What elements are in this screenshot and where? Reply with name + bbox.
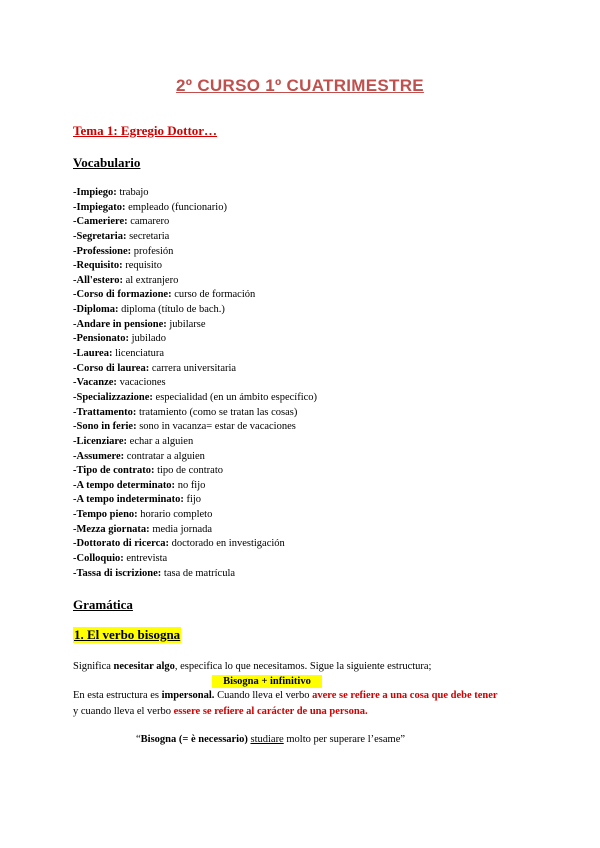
bold-phrase: impersonal.	[161, 690, 215, 701]
vocab-term: -Cameriere:	[73, 216, 128, 228]
bold-phrase: necesitar algo	[113, 661, 175, 672]
vocab-item	[73, 259, 317, 274]
vocab-term: -Specializzazione:	[73, 391, 153, 403]
vocab-item	[73, 215, 317, 230]
vocab-definition: no fijo	[175, 479, 206, 491]
vocab-item	[73, 552, 317, 567]
vocab-term: -Laurea:	[73, 348, 113, 360]
vocab-definition: curso de formación	[171, 289, 256, 301]
vocab-item	[73, 230, 317, 245]
page-title: 2º CURSO 1º CUATRIMESTRE	[176, 76, 424, 95]
topic-title: Tema 1: Egregio Dottor…	[73, 123, 218, 138]
vocab-item	[73, 508, 317, 523]
vocab-term: -Vacanze:	[73, 377, 117, 389]
vocab-item	[73, 201, 317, 216]
grammar-heading: Gramática	[73, 597, 133, 612]
vocab-term: -Pensionato:	[73, 333, 129, 345]
vocab-item	[73, 420, 317, 435]
vocab-definition: echar a alguien	[127, 435, 194, 447]
underlined-word: studiare	[250, 734, 284, 745]
vocab-term: -Diploma:	[73, 304, 119, 316]
vocab-definition: media jornada	[149, 523, 213, 535]
vocab-term: -Colloquio:	[73, 553, 124, 565]
vocab-definition: sono in vacanza= estar de vacaciones	[136, 421, 296, 433]
vocab-item	[73, 245, 317, 260]
vocab-definition: contratar a alguien	[124, 450, 205, 462]
vocab-item	[73, 406, 317, 421]
vocab-term: -Segretaria:	[73, 230, 127, 242]
vocab-term: -Corso di formazione:	[73, 289, 172, 301]
vocab-definition: empleado (funcionario)	[125, 201, 227, 213]
vocab-definition: especialidad (en un ámbito específico)	[152, 391, 318, 403]
bold-phrase: Bisogna (= è necessario)	[140, 734, 248, 745]
vocab-definition: profesión	[131, 245, 174, 257]
vocab-item	[73, 332, 317, 347]
vocab-item	[73, 376, 317, 391]
example-rest: molto per superare l’esame”	[283, 734, 406, 745]
vocab-definition: carrera universitaria	[149, 362, 237, 374]
vocab-term: -A tempo indeterminato:	[73, 494, 184, 506]
paragraph-text: En esta estructura es	[73, 690, 162, 701]
vocab-item	[73, 493, 317, 508]
paragraph-meaning	[73, 661, 431, 672]
vocab-definition: entrevista	[123, 553, 168, 565]
vocab-term: -Impiego:	[73, 187, 117, 198]
vocab-item	[73, 274, 317, 289]
vocab-term: -Trattamento:	[73, 406, 137, 418]
vocab-term: -Licenziare:	[73, 435, 128, 447]
vocab-term: -A tempo determinato:	[73, 479, 176, 491]
vocab-item	[73, 391, 317, 406]
vocab-term: -Dottorato di ricerca:	[73, 538, 170, 550]
vocab-term: -Professione:	[73, 245, 132, 257]
vocab-definition: tasa de matrícula	[161, 567, 236, 579]
vocab-definition: secretaria	[126, 230, 170, 242]
example-sentence	[136, 734, 405, 745]
vocab-term: -Tassa di iscrizione:	[73, 567, 162, 579]
vocab-item	[73, 347, 317, 362]
vocab-definition: tratamiento (como se tratan las cosas)	[136, 406, 298, 418]
vocab-definition: horario completo	[137, 509, 213, 521]
vocabulary-list	[73, 186, 317, 581]
vocabulary-heading: Vocabulario	[73, 155, 141, 170]
vocab-definition: tipo de contrato	[154, 465, 223, 477]
vocab-definition: doctorado en investigación	[169, 538, 285, 550]
structure-formula: Bisogna + infinitivo	[212, 675, 322, 688]
grammar-subheading: 1. El verbo bisogna	[74, 627, 181, 642]
vocab-term: -Assumere:	[73, 450, 125, 462]
vocab-term: -Tipo de contrato:	[73, 465, 155, 477]
vocab-definition: jubilarse	[166, 318, 206, 330]
vocab-item	[73, 479, 317, 494]
highlight-red: essere se refiere al carácter de una persona.	[173, 706, 368, 717]
paragraph-essere	[73, 706, 368, 717]
vocab-item	[73, 523, 317, 538]
vocab-definition: diploma (título de bach.)	[118, 304, 225, 316]
vocab-term: -Andare in pensione:	[73, 318, 167, 330]
vocab-item	[73, 318, 317, 333]
vocab-definition: licenciatura	[112, 348, 165, 360]
paragraph-text: , especifica lo que necesitamos. Sigue la siguiente estructura;	[174, 661, 432, 672]
vocab-definition: vacaciones	[116, 377, 166, 389]
vocab-item	[73, 464, 317, 479]
vocab-item	[73, 186, 317, 201]
vocab-definition: trabajo	[116, 187, 149, 198]
vocab-item	[73, 537, 317, 552]
paragraph-text: y cuando lleva el verbo	[73, 706, 174, 717]
vocab-item	[73, 288, 317, 303]
vocab-term: -Sono in ferie:	[73, 421, 137, 433]
vocab-item	[73, 303, 317, 318]
vocab-item	[73, 450, 317, 465]
vocab-definition: jubilado	[129, 333, 167, 345]
vocab-item	[73, 362, 317, 377]
paragraph-text: Cuando lleva el verbo	[214, 690, 313, 701]
vocab-definition: fijo	[183, 494, 202, 506]
highlight-red: avere se refiere a una cosa que debe tener	[312, 690, 498, 701]
paragraph-text: Significa	[73, 661, 114, 672]
vocab-item	[73, 567, 317, 582]
paragraph-impersonal	[73, 690, 498, 701]
vocab-definition: al extranjero	[122, 274, 179, 286]
vocab-definition: camarero	[127, 216, 170, 228]
vocab-term: -Tempo pieno:	[73, 509, 138, 521]
vocab-definition: requisito	[122, 260, 162, 272]
vocab-term: -Requisito:	[73, 260, 123, 272]
vocab-term: -Impiegato:	[73, 201, 126, 213]
vocab-term: -Corso di laurea:	[73, 362, 150, 374]
vocab-term: -Mezza giornata:	[73, 523, 150, 535]
vocab-term: -All'estero:	[73, 274, 123, 286]
quote-open: “	[136, 734, 141, 745]
vocab-item	[73, 435, 317, 450]
